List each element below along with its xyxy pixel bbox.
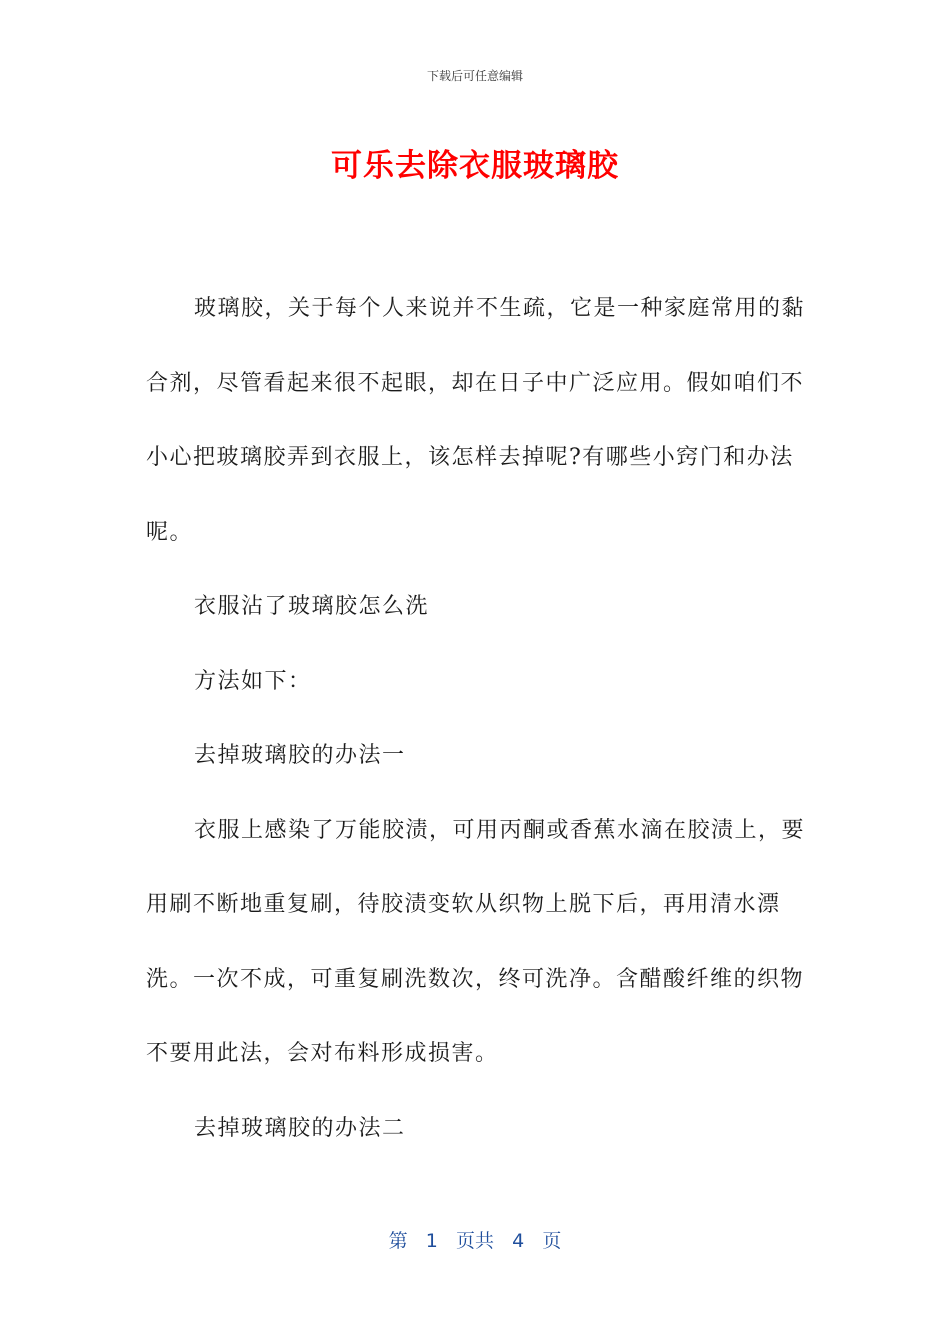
current-page-number: 1 [425, 1230, 438, 1252]
page-label-suffix: 页 [542, 1230, 562, 1252]
paragraph-method-intro: 方法如下： [194, 668, 312, 694]
paragraph-method-one-body: 衣服上感染了万能胶渍，可用丙酮或香蕉水滴在胶渍上，要用刷不断地重复刷，待胶渍变软从织物上脱下后，再用清水漂洗。一次不成，可重复刷洗数次，终可洗净。含醋酸纤维的织物不要用此法，会对布料形成损害。 [146, 817, 806, 1066]
paragraph-intro: 玻璃胶，关于每个人来说并不生疏，它是一种家庭常用的黏合剂，尽管看起来很不起眼，却在日子中广泛应用。假如咱们不小心把玻璃胶弄到衣服上，该怎样去掉呢?有哪些小窍门和办法呢。 [146, 296, 806, 545]
page-header-note: 下载后可任意编辑 [426, 69, 523, 83]
page-footer [0, 1226, 950, 1253]
paragraph-method-one-heading: 去掉玻璃胶的办法一 [194, 743, 406, 768]
page-label-mid: 页共 [455, 1230, 494, 1252]
total-pages-number: 4 [512, 1230, 525, 1252]
paragraph-method-two-heading: 去掉玻璃胶的办法二 [194, 1115, 406, 1141]
document-body [146, 272, 806, 1166]
paragraph-heading-wash: 衣服沾了玻璃胶怎么洗 [194, 594, 430, 619]
document-title: 可乐去除衣服玻璃胶 [331, 148, 619, 184]
page-label-prefix: 第 [388, 1230, 408, 1252]
